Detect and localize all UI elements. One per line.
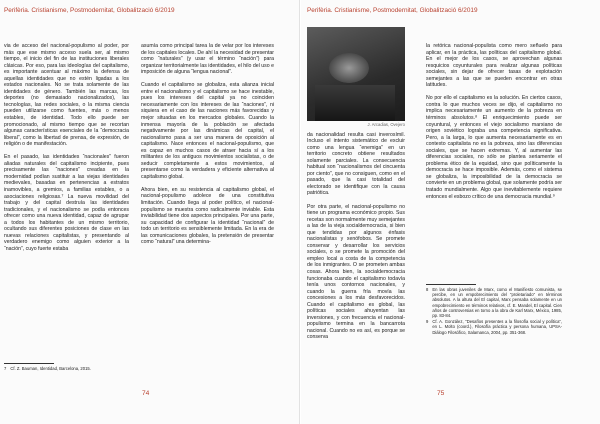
right-column-2 [426,43,562,200]
paragraph: Cuando el capitalismo se globaliza, esta alianza inicial entre el nacionalismo y el capitalismo se hace inestable, pues los intereses del capital ya no coinciden necesariamente con los intereses de las “naciones”, ni siquiera en el caso de las naciones más favorecidas y mejor situadas en los mercados globales. Cuando la inmensa mayoría de la población se afectada negativamente por las dinámicas del capital, el nacionalismo pasa a ser una manera de oposición al capitalismo. Nace entonces el nacional-populismo, que es capaz en muchos casos de atraer hacia sí a los militantes de los antiguos movimientos socialistas, o de seducir completamente a estos movimientos, al presentarse como la verdadera y eficiente alternativa al capitalismo global. [141,82,274,180]
footnote-text: Cf. A. González, “Desafíos presentes a la filosofía social y política”, en L. Molto (coord.), Filosofía práctica y persona humana, UPSA-Diálogo Filosófico, Salamanca, 2004, pp. 351-368. [432,319,562,335]
photograph [307,27,405,121]
footnote-text: En las obras juveniles de Marx, como el Manifiesto comunista, se percibe, en un empobrecimiento del “proletariado” en términos absolutos. A la altura del El capital, Marx pensaba solamente en un empobrecimiento en términos relativos, cf. E. Mandel, El capital. Cien años de controversias en torno a la obra de Karl Marx, México, 1985, pp. 83-84. [432,287,562,319]
paragraph: En el pasado, las identidades “nacionales” fueron aliadas naturales del capitalismo incipiente, pues precisamente las “naciones” creadas en la modernidad podían sustituir a las viejas identidades medievales, basadas en pertenencias a estratos inamovibles, a gremios, a familias estables, o a asociaciones religiosas.⁷ La nueva movilidad del trabajo y del capital destruía las identidades tradicionales, y el nacionalismo se podía entonces ofrecer como una nueva identidad, capaz de agrupar a todos los habitantes de un mismo territorio, ocultando sus diferentes posiciones de clase en las nuevas relaciones capitalistas, y presentando al verdadero enemigo como alguien exterior a la “nación”, cuyo fuerte estaba [4,154,129,252]
footnote-number: 9 [426,319,429,325]
paragraph: da nacionalidad resulta casi inverosímil. Incluso el intento sistemático de excluir como una lengua “enemiga” en un territorio concreto obtiene resultados solamente parciales. La consecuencia habitual son “nacionalismos del cincuenta por ciento”, que no consiguen, como en el pasado, que la casi totalidad del electorado se identifique con la causa patriótica. [307,131,405,197]
paragraph: Ahora bien, en su resistencia al capitalismo global, el nacional-populismo adolece de una constitutiva limitación. Cuando llega al poder político, el nacional-populismo se muestra como radicalmente inviable. Esta inviabilidad tiene dos aspectos principales. Por una parte, su capacidad de configurar la identidad “nacional” de todo un territorio es sensiblemente limitada. En la era de las comunicaciones globales, la pretensión de presentar como “natural” una determina- [141,186,274,246]
footnote [4,366,124,371]
footnote-rule [426,284,476,285]
right-column-1 [307,27,405,341]
footnote [426,319,562,335]
footnote-text: Cf. Z. Bauman, Identidad, Barcelona, 2015. [10,366,91,371]
page-number-right: 75 [437,390,445,397]
footnote-number: 8 [426,287,429,292]
footnote-rule [4,363,54,364]
running-header-left: Perifèria. Cristianisme, Postmodernitat, Globalització 6/2019 [4,7,175,14]
page-number-left: 74 [142,390,150,397]
paragraph: la retórica nacional-populista como mero señuelo para aplicar, en la práctica, las políticas del capitalismo global. En el mejor de los casos, se aprovechan algunas resquicios coyunturales para realizar algunas políticas sociales, sin dejar de ofrecer tasas de explotación semejantes a las que se pueden encontrar en otras latitudes. [426,43,562,89]
photo-caption: J. Arcadias, Ovejero [367,122,405,127]
running-header-right: Perifèria. Cristianisme, Postmodernitat, Globalització 6/2019 [307,7,478,14]
left-column-1 [4,43,129,252]
paragraph: No por ello el capitalismo es la solución. En ciertos casos, contra lo que muchos veces se dijo, el capitalismo no implica necesariamente un aumento de la pobreza en términos absolutos.⁸ El enriquecimiento puede ser coyuntural, y entonces el viejo socialismo marxiano de origen soviético lograba una competencia significativa. Pero, a la larga, lo que aumenta necesariamente es en contexto capitalista no es la pobreza, sino las diferencias sociales, que se hacen extremas. Y, al aumentar las diferencias sociales, no sólo se plantea seriamente el problema ético de la equidad, sino que políticamente la democracia se hace imposible. Además, como el sistema se globaliza, la imposibilidad de la democracia se convierte en un problema global, que solamente podría ser tratado mundialmente. Algo que inevitablemente requiere entonces el esbozo crítico de una democracia mundial.⁹ [426,95,562,200]
footnote-number: 7 [4,366,7,371]
footnote [426,287,562,318]
right-page [301,0,600,424]
left-column-2 [141,43,274,246]
paragraph: asumía como principal tarea la de velar por los intereses de los capitales locales. De ahí la necesidad de presentar como “naturales” (y usar el término “nación”) para organizar territorialmente las identidades, el hilo del uso e imposición de alguna “lengua nacional”. [141,43,274,76]
footnotes [426,287,562,335]
paragraph: Por otra parte, el nacional-populismo no tiene un programa económico propio. Sus recetas son normalmente muy semejantes a las de la vieja socialdemocracia, si bien que tendidas por algunos énfasis nacionalistas y xenófobos. Se promete conservar y desarrollar los servicios sociales, o se promete la promoción del empleo local a costa de la competencia de los inmigrantes. O se prometen ambas cosas. Ahora bien, la socialdemocracia funcionaba cuando el capitalismo todavía tenía unos contornos nacionales, y cuando la guerra fría movía las concesiones a los más desfavorecidos. Cuando el capitalismo es global, las políticas sociales ahuyentan las inversiones, y con frecuencia el nacional-populismo termina en la bancarrota nacional. Cuando no es así, es porque se conserva [307,203,405,341]
paragraph: via de acceso del nacional-populismo al poder, por más que ese mismo acceso suela ser, al mismo tiempo, el inicio del fin de las instituciones liberales clásicas. Por eso, para las ideologías del capitalismo, es importante acentuar al máximo la defensa de aquellas identidades que no estén ligadas a los estados nacionales. No se trata solamente de las identidades de género. También las marcas, los deportes (no demasiado nacionalizados), las tecnologías, las redes sociales, o la misma ciencia pueden utilizarse como fuentes, más o menos estables, de identidad. Todo ello puede ser promocionado, al mismo tiempo que se recortan algunas características esenciales de la “democracia liberal”, como la libertad de prensa, de expresión, de religión o de manifestación. [4,43,129,148]
